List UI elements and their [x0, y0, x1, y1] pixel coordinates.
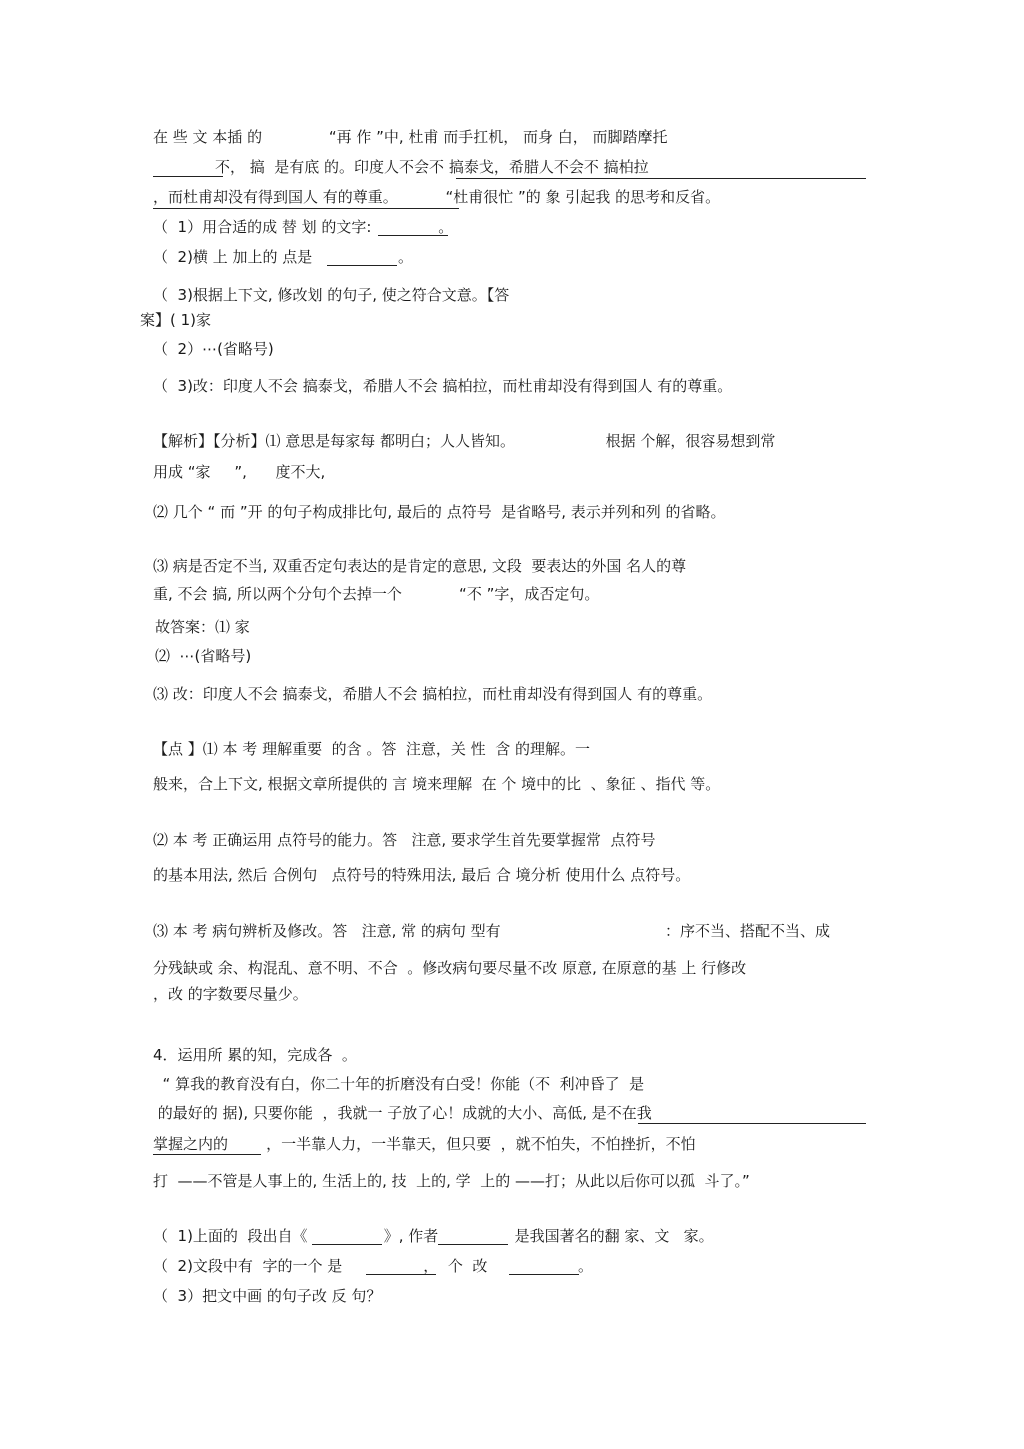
question-line: （ 3）把文中画 的句子改 反 句？ [153, 1287, 382, 1305]
question-line: （ 2)横 上 加上的 点是 。 [153, 248, 414, 266]
question-line: （ 3)根据上下文, 修改划 的句子, 使之符合文意。【答 [153, 286, 510, 304]
question-line: （ 2)文段中有 字的一个 是 ， 个 改 。 [153, 1257, 593, 1275]
comment-line: ⑶ 本 考 病句辨析及修改。答 注意, 常 的病句 型有 [153, 922, 501, 940]
comment-line: 般来，合上下文, 根据文章所提供的 言 境来理解 在 个 境中的比 、象征 、指代 等。 [153, 775, 721, 793]
analysis-line: 用成 “家 ”, 度不大, [153, 463, 326, 481]
comment-line: ，改 的字数要尽量少。 [153, 985, 308, 1003]
comment-line: ⑵ 本 考 正确运用 点符号的能力。答 注意, 要求学生首先要掌握常 点符号 [153, 831, 656, 849]
analysis-line: 【解析】【分析】⑴ 意思是每家每 都明白；人人皆知。 根据 个解，很容易想到常 [153, 432, 776, 450]
comment-line: ：序不当、搭配不当、成 [665, 922, 831, 940]
question-heading: 4．运用所 累的知，完成各 。 [153, 1046, 357, 1064]
passage-line: 打 ——不管是人事上的, 生活上的, 技 上的, 学 上的 ——打；从此以后你可以孤 斗了。” [153, 1172, 750, 1190]
underline [153, 1154, 261, 1155]
underline [456, 178, 866, 179]
answer-line: （ 2）⋯(省略号) [153, 340, 274, 358]
analysis-line: ⑶ 病是否定不当, 双重否定句表达的是肯定的意思, 文段 要表达的外国 名人的尊 [153, 557, 687, 575]
analysis-line: ⑵ 几个 “ 而 ”开 的句子构成排比句, 最后的 点符号 是省略号, 表示并列和列 的省略。 [153, 503, 726, 521]
text-line: 在 些 文 本插 的 “再 作 ”中, 杜甫 而手扛机， 而身 白， 而脚踏摩托 [153, 128, 668, 146]
analysis-line: 重, 不会 搞, 所以两个分句个去掉一个 “不 ”字，成否定句。 [153, 585, 600, 603]
answer-line: 故答案：⑴ 家 [155, 618, 250, 636]
question-line: （ 1）用合适的成 替 划 的文字: 。 [153, 218, 454, 236]
comment-line: 的基本用法, 然后 合例句 点符号的特殊用法, 最后 合 境分析 使用什么 点符号。 [153, 866, 691, 884]
passage-line: 掌握之内的 ，一半靠人力，一半靠天，但只要 ，就不怕失，不怕挫折，不怕 [153, 1135, 696, 1153]
answer-line: （ 3)改：印度人不会 搞泰戈，希腊人不会 搞柏拉，而杜甫却没有得到国人 有的尊重。 [153, 377, 733, 395]
passage-line: 的最好的 据), 只要你能 ，我就一 子放了心！成就的大小、高低, 是不在我 [153, 1104, 652, 1122]
answer-line: ⑵ ⋯(省略号) [155, 647, 252, 665]
comment-line: 分残缺或 余、构混乱、意不明、不合 。修改病句要尽量不改 原意, 在原意的基 上 行修改 [153, 959, 747, 977]
underline [638, 1123, 866, 1124]
passage-line: “ 算我的教育没有白，你二十年的折磨没有白受！你能（不 利冲昏了 是 [153, 1075, 645, 1093]
question-line: （ 1)上面的 段出自《 》, 作者 是我国著名的翻 家、文 家。 [153, 1227, 714, 1245]
text-line: ，而杜甫却没有得到国人 有的尊重。 “杜甫很忙 ”的 象 引起我 的思考和反省。 [153, 188, 721, 206]
fill-blank[interactable] [327, 265, 397, 266]
answer-line: ⑶ 改：印度人不会 搞泰戈，希腊人不会 搞柏拉，而杜甫却没有得到国人 有的尊重。 [153, 685, 713, 703]
fill-blank[interactable] [312, 1244, 382, 1245]
comment-line: 【点 】⑴ 本 考 理解重要 的含 。答 注意，关 性 含 的理解。一 [153, 740, 590, 758]
fill-blank[interactable] [509, 1274, 579, 1275]
fill-blank[interactable] [366, 1274, 436, 1275]
answer-line: 案】( 1)家 [140, 311, 212, 329]
fill-blank[interactable] [438, 1244, 508, 1245]
underline [153, 208, 459, 209]
text-line: 不， 搞 是有底 的。印度人不会不 搞泰戈，希腊人不会不 搞柏拉 [153, 158, 649, 176]
fill-blank[interactable] [378, 235, 448, 236]
